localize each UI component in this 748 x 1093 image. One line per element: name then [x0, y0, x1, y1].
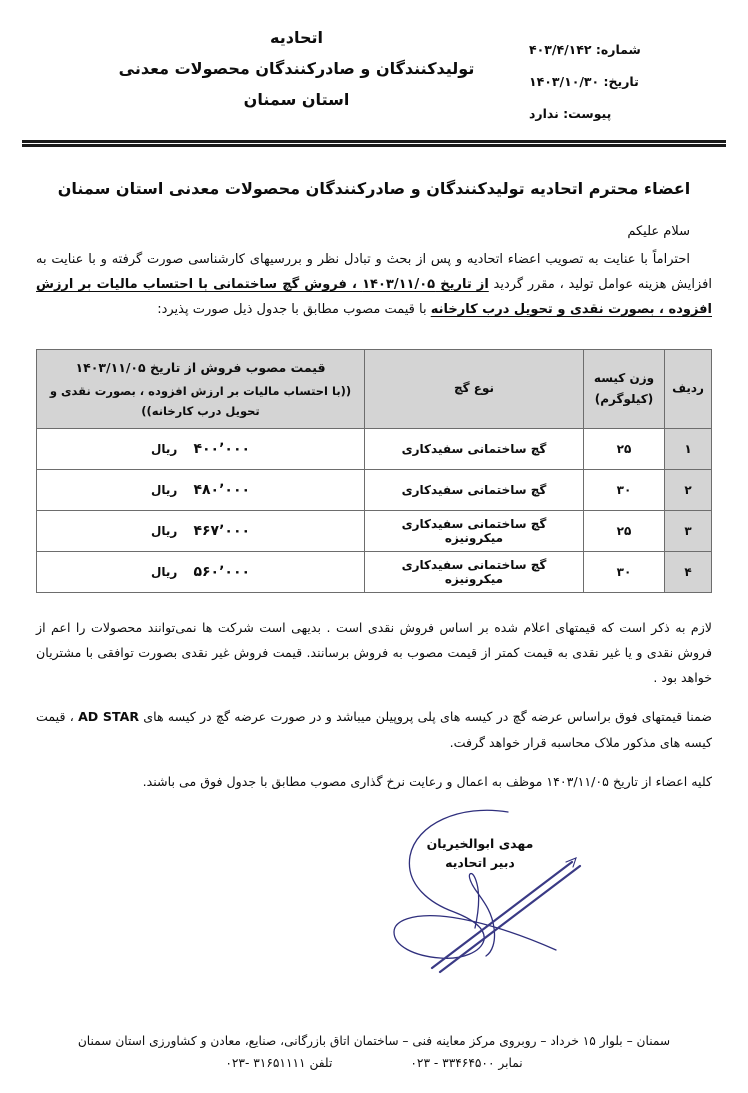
cell-type: گچ ساختمانی سفیدکاری — [365, 428, 584, 469]
price-unit: ریال — [150, 564, 178, 579]
meta-value-date: ۱۴۰۳/۱۰/۳۰ — [529, 73, 600, 89]
note-packaging-part-2: ، قیمت کیسه های مذکور ملاک محاسبه قرار خواهد گرفت. — [36, 709, 712, 750]
page-footer — [0, 1030, 748, 1075]
cell-price — [37, 428, 365, 469]
cell-type: گچ ساختمانی سفیدکاری میکرونیزه — [365, 510, 584, 551]
price-unit: ریال — [150, 482, 178, 497]
org-line-3: استان سمنان — [243, 90, 350, 110]
footer-fax: نمابر ۳۳۴۶۴۵۰۰ - ۰۲۳ — [410, 1056, 523, 1071]
price-table — [36, 349, 712, 593]
price-table-body — [37, 428, 712, 592]
cell-weight: ۲۵ — [584, 428, 665, 469]
price-unit: ریال — [150, 441, 178, 456]
salutation: سلام علیکم — [627, 223, 690, 239]
notes-section — [0, 615, 748, 794]
price-table-head — [37, 349, 712, 428]
cell-price — [37, 510, 365, 551]
note-packaging — [36, 704, 712, 754]
letter-metadata — [529, 22, 714, 130]
intro-part-1: احتراماً با عنایت به تصویب اعضاء اتحادیه و پس از بحث و تبادل نظر و بررسیهای کارشناسی صورت گرفته و با عنایت به افزایش هزینه عوامل تولید ، مقرر گردید — [36, 251, 712, 292]
signatory-name: مهدی ابوالخیریان — [426, 836, 534, 851]
table-row — [37, 428, 712, 469]
cell-weight: ۳۰ — [584, 551, 665, 592]
price-amount: ۴۸۰٬۰۰۰ — [193, 481, 251, 498]
cell-row-index: ۲ — [665, 469, 712, 510]
letter-body — [0, 224, 748, 323]
table-row — [37, 551, 712, 592]
meta-row-number — [529, 34, 714, 66]
table-header-row — [37, 349, 712, 428]
intro-paragraph — [36, 247, 712, 323]
price-amount: ۵۶۰٬۰۰۰ — [193, 563, 251, 580]
cell-row-index: ۴ — [665, 551, 712, 592]
price-amount: ۴۰۰٬۰۰۰ — [193, 440, 251, 457]
footer-address: سمنان – بلوار ۱۵ خرداد – روبروی مرکز معاینه فنی – ساختمان اتاق بازرگانی، صنایع، معادن و کشاورزی استان سمنان — [77, 1033, 671, 1048]
note-packaging-brand: AD STAR — [78, 709, 140, 725]
header-weight-line-1: وزن کیسه — [593, 370, 655, 385]
header-cell-type: نوع گچ — [365, 349, 584, 428]
cell-weight: ۳۰ — [584, 469, 665, 510]
header-cell-weight — [584, 349, 665, 428]
meta-row-date — [529, 66, 714, 98]
cell-type: گچ ساختمانی سفیدکاری — [365, 469, 584, 510]
cell-type: گچ ساختمانی سفیدکاری میکرونیزه — [365, 551, 584, 592]
price-amount: ۴۶۷٬۰۰۰ — [193, 522, 251, 539]
signature-name-block — [415, 835, 545, 873]
note-compliance: کلیه اعضاء از تاریخ ۱۴۰۳/۱۱/۰۵ موظف به اعمال و رعایت نرخ گذاری مصوب مطابق با جدول فوق می باشند. — [142, 773, 712, 789]
cell-price — [37, 551, 365, 592]
signatory-role: دبیر اتحادیه — [445, 854, 515, 870]
cell-weight: ۲۵ — [584, 510, 665, 551]
footer-contacts — [0, 1052, 748, 1075]
header-cell-row: ردیف — [665, 349, 712, 428]
signature-ink — [380, 800, 710, 990]
signature-block — [380, 800, 710, 990]
meta-value-number: ۴۰۳/۴/۱۴۲ — [529, 42, 592, 57]
cell-row-index: ۳ — [665, 510, 712, 551]
intro-part-2: با قیمت مصوب مطابق با جدول ذیل صورت پذیرد: — [157, 302, 431, 318]
header-cell-price — [37, 349, 365, 428]
table-row — [37, 510, 712, 551]
footer-phone: تلفن ۳۱۶۵۱۱۱۱ -۰۲۳ — [225, 1056, 333, 1071]
cell-row-index: ۱ — [665, 428, 712, 469]
table-row — [37, 469, 712, 510]
meta-row-attachment — [529, 98, 714, 130]
header-price-line-2: ((با احتساب مالیات بر ارزش افزوده ، بصورت نقدی و تحویل درب کارخانه)) — [49, 383, 352, 418]
header-weight-line-2: (کیلوگرم) — [594, 391, 654, 406]
page-title: اعضاء محترم اتحادیه تولیدکنندگان و صادرکنندگان محصولات معدنی استان سمنان — [57, 178, 691, 198]
note-cash-price: لازم به ذکر است که قیمتهای اعلام شده بر اساس فروش نقدی است . بدیهی است شرکت ها نمی‌توانند محصولات را اعم از فروش نقدی و یا غیر نقدی به قیمت کمتر از قیمت مصوب به فروش برسانند. قیمت فروش غیر نقدی بصورت توافقی با مشتریان خواهد بود . — [36, 619, 712, 686]
meta-label-date: تاریخ: — [603, 73, 639, 89]
org-line-2: تولیدکنندگان و صادرکنندگان محصولات معدنی — [118, 59, 475, 79]
org-line-1: اتحادیه — [270, 28, 323, 47]
cell-price — [37, 469, 365, 510]
intro-emphasis: از تاریخ ۱۴۰۳/۱۱/۰۵ ، فروش گچ ساختمانی با احتساب مالیات بر ارزش افزوده ، بصورت نقدی و تحویل درب کارخانه — [36, 276, 712, 318]
meta-label-attachment: پیوست: — [563, 105, 612, 121]
letterhead — [0, 0, 748, 130]
organization-name — [34, 22, 529, 116]
price-unit: ریال — [150, 523, 178, 538]
price-table-wrapper — [0, 349, 748, 593]
header-divider — [22, 140, 726, 147]
meta-value-attachment: ندارد — [529, 105, 559, 121]
header-price-line-1: قیمت مصوب فروش از تاریخ ۱۴۰۳/۱۱/۰۵ — [75, 359, 326, 375]
note-packaging-part-1: ضمنا قیمتهای فوق براساس عرضه گچ در کیسه های پلی پروپیلن میباشد و در صورت عرضه گچ در کیسه های — [139, 709, 713, 725]
meta-label-number: شماره: — [595, 42, 641, 57]
